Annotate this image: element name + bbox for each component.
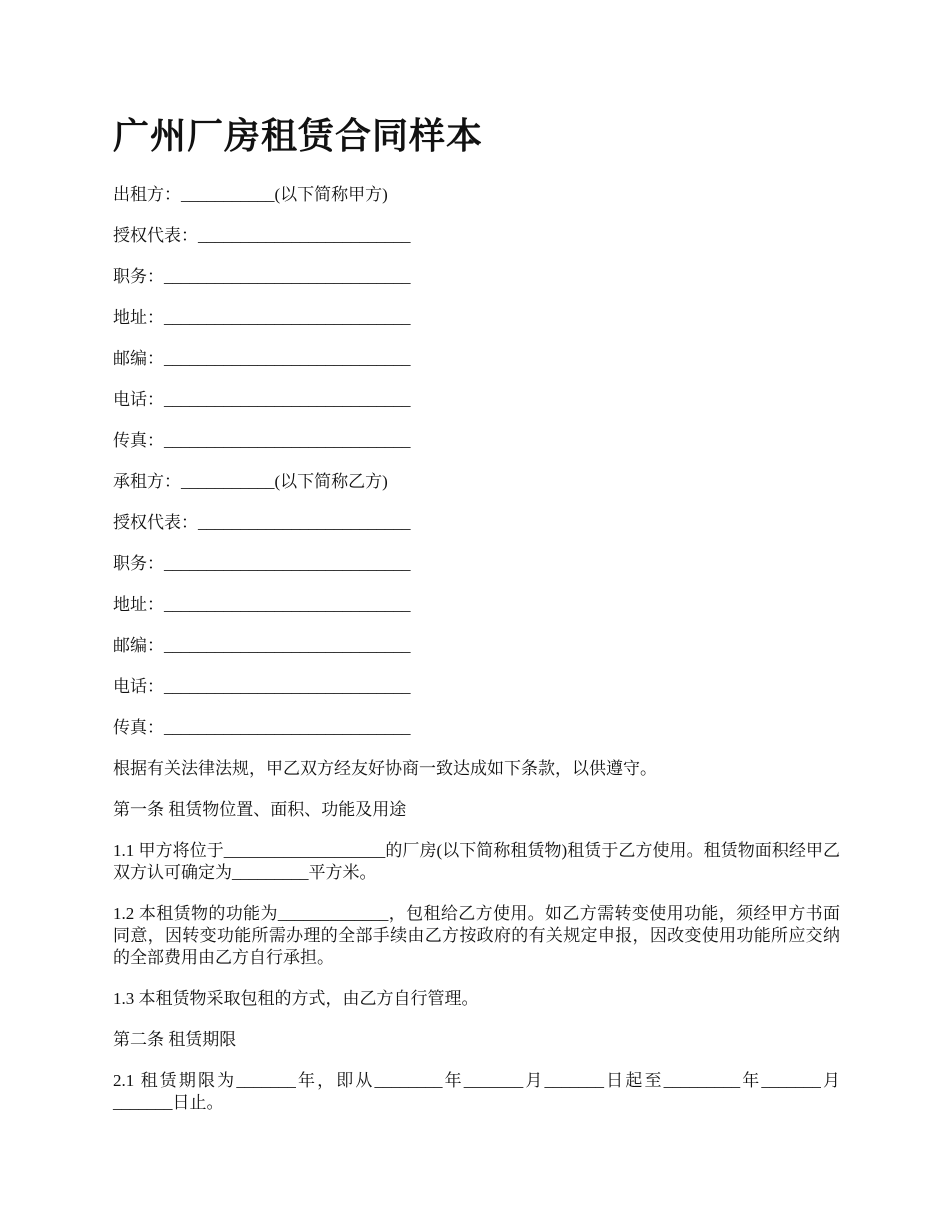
clause-1-3: 1.3 本租赁物采取包租的方式，由乙方自行管理。: [113, 989, 479, 1008]
contract-document: [113, 110, 840, 1133]
clause-2-1: 2.1 租赁期限为_______年，即从________年_______月_______日起至_________年_______月_______日止。: [113, 1071, 840, 1112]
clause-1-1: 1.1 甲方将位于___________________的厂房(以下简称租赁物)租赁于乙方使用。租赁物面积经甲乙双方认可确定为_________平方米。: [113, 841, 840, 882]
document-title: 广州厂房租赁合同样本: [113, 116, 484, 156]
clause-1-2: 1.2 本租赁物的功能为_____________，包租给乙方使用。如乙方需转变使用功能，须经甲方书面同意，因转变功能所需办理的全部手续由乙方按政府的有关规定申报，因改变使用功能所应交纳的全部费用由乙方自行承担。: [113, 904, 840, 967]
article-2-heading: 第二条 租赁期限: [113, 1030, 237, 1049]
lessor-party-line: 出租方：___________(以下简称甲方): [113, 185, 388, 204]
lessee-phone-line: 电话：_____________________________: [113, 677, 411, 696]
lessee-address-line: 地址：_____________________________: [113, 595, 411, 614]
lessee-party-line: 承租方：___________(以下简称乙方): [113, 472, 388, 491]
lessor-address-line: 地址：_____________________________: [113, 308, 411, 327]
lessor-phone-line: 电话：_____________________________: [113, 390, 411, 409]
lessee-postcode-line: 邮编：_____________________________: [113, 636, 411, 655]
lessee-fax-line: 传真：_____________________________: [113, 718, 411, 737]
lessor-postcode-line: 邮编：_____________________________: [113, 349, 411, 368]
lessor-fax-line: 传真：_____________________________: [113, 431, 411, 450]
lessor-position-line: 职务：_____________________________: [113, 267, 411, 286]
lessee-position-line: 职务：_____________________________: [113, 554, 411, 573]
preamble: 根据有关法律法规，甲乙双方经友好协商一致达成如下条款，以供遵守。: [113, 759, 657, 778]
lessor-rep-line: 授权代表：_________________________: [113, 226, 411, 245]
lessee-rep-line: 授权代表：_________________________: [113, 513, 411, 532]
article-1-heading: 第一条 租赁物位置、面积、功能及用途: [113, 800, 407, 819]
